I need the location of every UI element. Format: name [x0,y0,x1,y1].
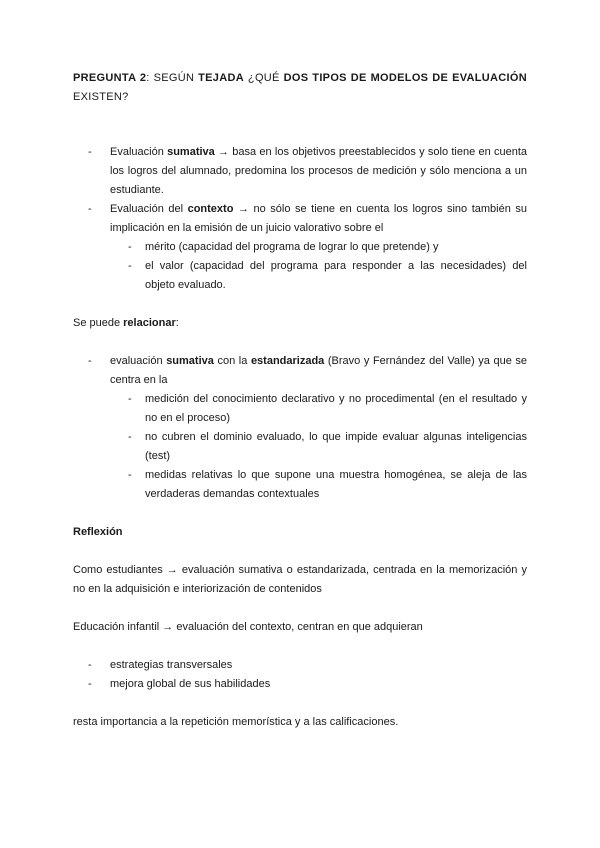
model-term: sumativa [167,146,215,158]
context-sublist [110,238,527,295]
list-dash: - [128,431,132,443]
list-item [73,675,527,694]
relation-list [73,352,527,504]
model-pre: Evaluación [110,146,168,158]
model-post: → basa en los objetivos preestablecidos y solo tiene en cuenta los logros del alumnado, predomina los procesos de medición y sólo menciona a un estudiante. [110,146,527,196]
list-item-context [73,200,527,295]
sublist-text: medición del conocimiento declarativo y no procedimental (en el resultado y no en el proceso) [145,393,527,424]
list-dash: - [88,678,92,690]
model-pre: Evaluación del [110,203,188,215]
list-item-text: mejora global de sus habilidades [110,678,271,690]
sublist-item [110,428,527,466]
question-topic: DOS TIPOS DE MODELOS DE EVALUACIÓN [283,72,527,84]
relation-pre: evaluación [110,355,167,367]
sublist-item [110,390,527,428]
list-dash: - [88,203,92,215]
reflection-paragraph-2: Educación infantil → evaluación del contexto, centran en que adquieran [73,621,423,633]
question-sep: : SEGÚN [146,72,199,84]
relate-post: : [175,317,179,329]
list-dash: - [128,393,132,405]
question-end: EXISTEN? [73,91,129,103]
relate-term: relacionar [123,317,176,329]
question-label: PREGUNTA 2 [73,72,147,84]
list-item [73,656,527,675]
sublist-text: mérito (capacidad del programa de lograr lo que pretende) y [145,241,439,253]
sublist-item [110,238,527,257]
relate-paragraph [73,314,527,333]
document-page [73,69,527,732]
sublist-text: el valor (capacidad del programa para responder a las necesidades) del objeto evaluado. [145,260,527,291]
relation-term-standardized: estandarizada [250,355,325,367]
reflection-paragraph-3: resta importancia a la repetición memorística y a las calificaciones. [73,716,399,728]
sublist-text: medidas relativas lo que supone una muestra homogénea, se aleja de las verdaderas demandas contextuales [145,469,527,500]
list-item-text: estrategias transversales [110,659,233,671]
reflection-list [73,656,527,694]
question-heading [73,69,527,107]
relation-term-summative: sumativa [166,355,214,367]
sublist-text: no cubren el dominio evaluado, lo que impide evaluar algunas inteligencias (test) [145,431,527,462]
list-dash: - [88,146,92,158]
relation-mid: con la [213,355,251,367]
list-dash: - [128,241,132,253]
question-author: TEJADA [198,72,244,84]
relation-sublist [110,390,527,504]
model-term: contexto [187,203,234,215]
relation-post: (Bravo y Fernández del Valle) ya que se centra en la [110,355,528,386]
model-post: → no sólo se tiene en cuenta los logros sino también su implicación en la emisión de un juicio valorativo sobre el [110,203,527,234]
evaluation-models-list [73,143,527,295]
list-item-relation [73,352,527,504]
reflection-heading [73,523,527,542]
sublist-item [110,257,527,295]
list-dash: - [128,469,132,481]
list-item-summative [73,143,527,200]
sublist-item [110,466,527,504]
list-dash: - [88,355,92,367]
list-dash: - [128,260,132,272]
list-dash: - [88,659,92,671]
reflection-heading-text: Reflexión [73,526,123,538]
reflection-paragraph-1: Como estudiantes → evaluación sumativa o estandarizada, centrada en la memorización y no en la adquisición e interiorización de contenidos [73,564,527,595]
relate-pre: Se puede [73,317,124,329]
question-qword: ¿QUÉ [243,72,284,84]
